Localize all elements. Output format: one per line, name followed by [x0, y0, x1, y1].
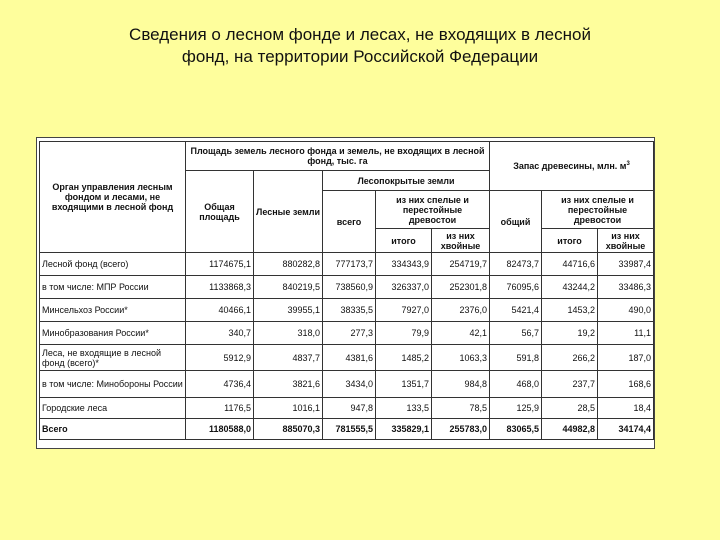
cell: 255783,0 [432, 419, 490, 440]
cell: 33486,3 [598, 276, 654, 299]
cell: 19,2 [542, 322, 598, 345]
forest-fund-table [39, 141, 654, 440]
header-total-area: Общая площадь [186, 171, 254, 253]
cell: 1133868,3 [186, 276, 254, 299]
cell: 4736,4 [186, 371, 254, 398]
cell: 1351,7 [376, 371, 432, 398]
cell: 1485,2 [376, 345, 432, 371]
header-stock-mature: из них спелые и перестойные древостои [542, 191, 654, 229]
cell: 490,0 [598, 299, 654, 322]
header-obshiy: общий [490, 191, 542, 253]
cell: 777173,7 [323, 253, 376, 276]
cell: 125,9 [490, 398, 542, 419]
cell: 42,1 [432, 322, 490, 345]
cell: 56,7 [490, 322, 542, 345]
header-stock-group [490, 142, 654, 191]
cell: 4837,7 [254, 345, 323, 371]
cell: 3434,0 [323, 371, 376, 398]
header-organ: Орган управления лесным фондом и лесами, не входящими в лесной фонд [40, 142, 186, 253]
row-name: в том числе: МПР России [40, 276, 186, 299]
cell: 43244,2 [542, 276, 598, 299]
cell: 5421,4 [490, 299, 542, 322]
cell: 44982,8 [542, 419, 598, 440]
row-name: Леса, не входящие в лесной фонд (всего)* [40, 345, 186, 371]
cell: 7927,0 [376, 299, 432, 322]
cell: 5912,9 [186, 345, 254, 371]
cell: 76095,6 [490, 276, 542, 299]
title-line-1: Сведения о лесном фонде и лесах, не входящих в лесной [129, 25, 591, 44]
cell: 2376,0 [432, 299, 490, 322]
header-vsego: всего [323, 191, 376, 253]
cell: 277,3 [323, 322, 376, 345]
row-name: Лесной фонд (всего) [40, 253, 186, 276]
cell: 880282,8 [254, 253, 323, 276]
cell: 79,9 [376, 322, 432, 345]
header-area-group: Площадь земель лесного фонда и земель, не входящих в лесной фонд, тыс. га [186, 142, 490, 171]
cell: 168,6 [598, 371, 654, 398]
cell: 34174,4 [598, 419, 654, 440]
row-name: Всего [40, 419, 186, 440]
row-name: в том числе: Минобороны России [40, 371, 186, 398]
header-mature: из них спелые и перестойные древостои [376, 191, 490, 229]
table-row [40, 276, 654, 299]
data-table-frame [36, 137, 655, 449]
cell: 3821,6 [254, 371, 323, 398]
cell: 33987,4 [598, 253, 654, 276]
cell: 1063,3 [432, 345, 490, 371]
cell: 28,5 [542, 398, 598, 419]
cell: 1016,1 [254, 398, 323, 419]
header-stock-label: Запас древесины, млн. м [513, 161, 627, 171]
cell: 326337,0 [376, 276, 432, 299]
row-name: Минсельхоз России* [40, 299, 186, 322]
table-row-total [40, 419, 654, 440]
cell: 738560,9 [323, 276, 376, 299]
cell: 252301,8 [432, 276, 490, 299]
cell: 187,0 [598, 345, 654, 371]
cell: 840219,5 [254, 276, 323, 299]
table-row [40, 371, 654, 398]
cell: 1176,5 [186, 398, 254, 419]
cell: 1453,2 [542, 299, 598, 322]
cell: 38335,5 [323, 299, 376, 322]
cell: 318,0 [254, 322, 323, 345]
cell: 4381,6 [323, 345, 376, 371]
cell: 334343,9 [376, 253, 432, 276]
table-row [40, 299, 654, 322]
cell: 254719,7 [432, 253, 490, 276]
page-title [40, 24, 680, 68]
cell: 781555,5 [323, 419, 376, 440]
title-line-2: фонд, на территории Российской Федерации [181, 47, 539, 66]
cell: 133,5 [376, 398, 432, 419]
cell: 340,7 [186, 322, 254, 345]
cell: 1174675,1 [186, 253, 254, 276]
cell: 1180588,0 [186, 419, 254, 440]
header-stock-sup: 3 [626, 161, 630, 167]
cell: 266,2 [542, 345, 598, 371]
cell: 78,5 [432, 398, 490, 419]
cell: 947,8 [323, 398, 376, 419]
cell: 82473,7 [490, 253, 542, 276]
cell: 18,4 [598, 398, 654, 419]
cell: 40466,1 [186, 299, 254, 322]
table-row [40, 398, 654, 419]
cell: 984,8 [432, 371, 490, 398]
header-itogo: итого [376, 229, 432, 253]
cell: 591,8 [490, 345, 542, 371]
cell: 237,7 [542, 371, 598, 398]
table-row [40, 253, 654, 276]
table-row [40, 322, 654, 345]
header-stock-itogo: итого [542, 229, 598, 253]
cell: 83065,5 [490, 419, 542, 440]
cell: 335829,1 [376, 419, 432, 440]
cell: 885070,3 [254, 419, 323, 440]
cell: 11,1 [598, 322, 654, 345]
header-stock-coniferous: из них хвойные [598, 229, 654, 253]
row-name: Минобразования России* [40, 322, 186, 345]
row-name: Городские леса [40, 398, 186, 419]
header-covered: Лесопокрытые земли [323, 171, 490, 191]
table-row [40, 345, 654, 371]
cell: 39955,1 [254, 299, 323, 322]
cell: 44716,6 [542, 253, 598, 276]
header-forest-lands: Лесные земли [254, 171, 323, 253]
cell: 468,0 [490, 371, 542, 398]
header-coniferous: из них хвойные [432, 229, 490, 253]
